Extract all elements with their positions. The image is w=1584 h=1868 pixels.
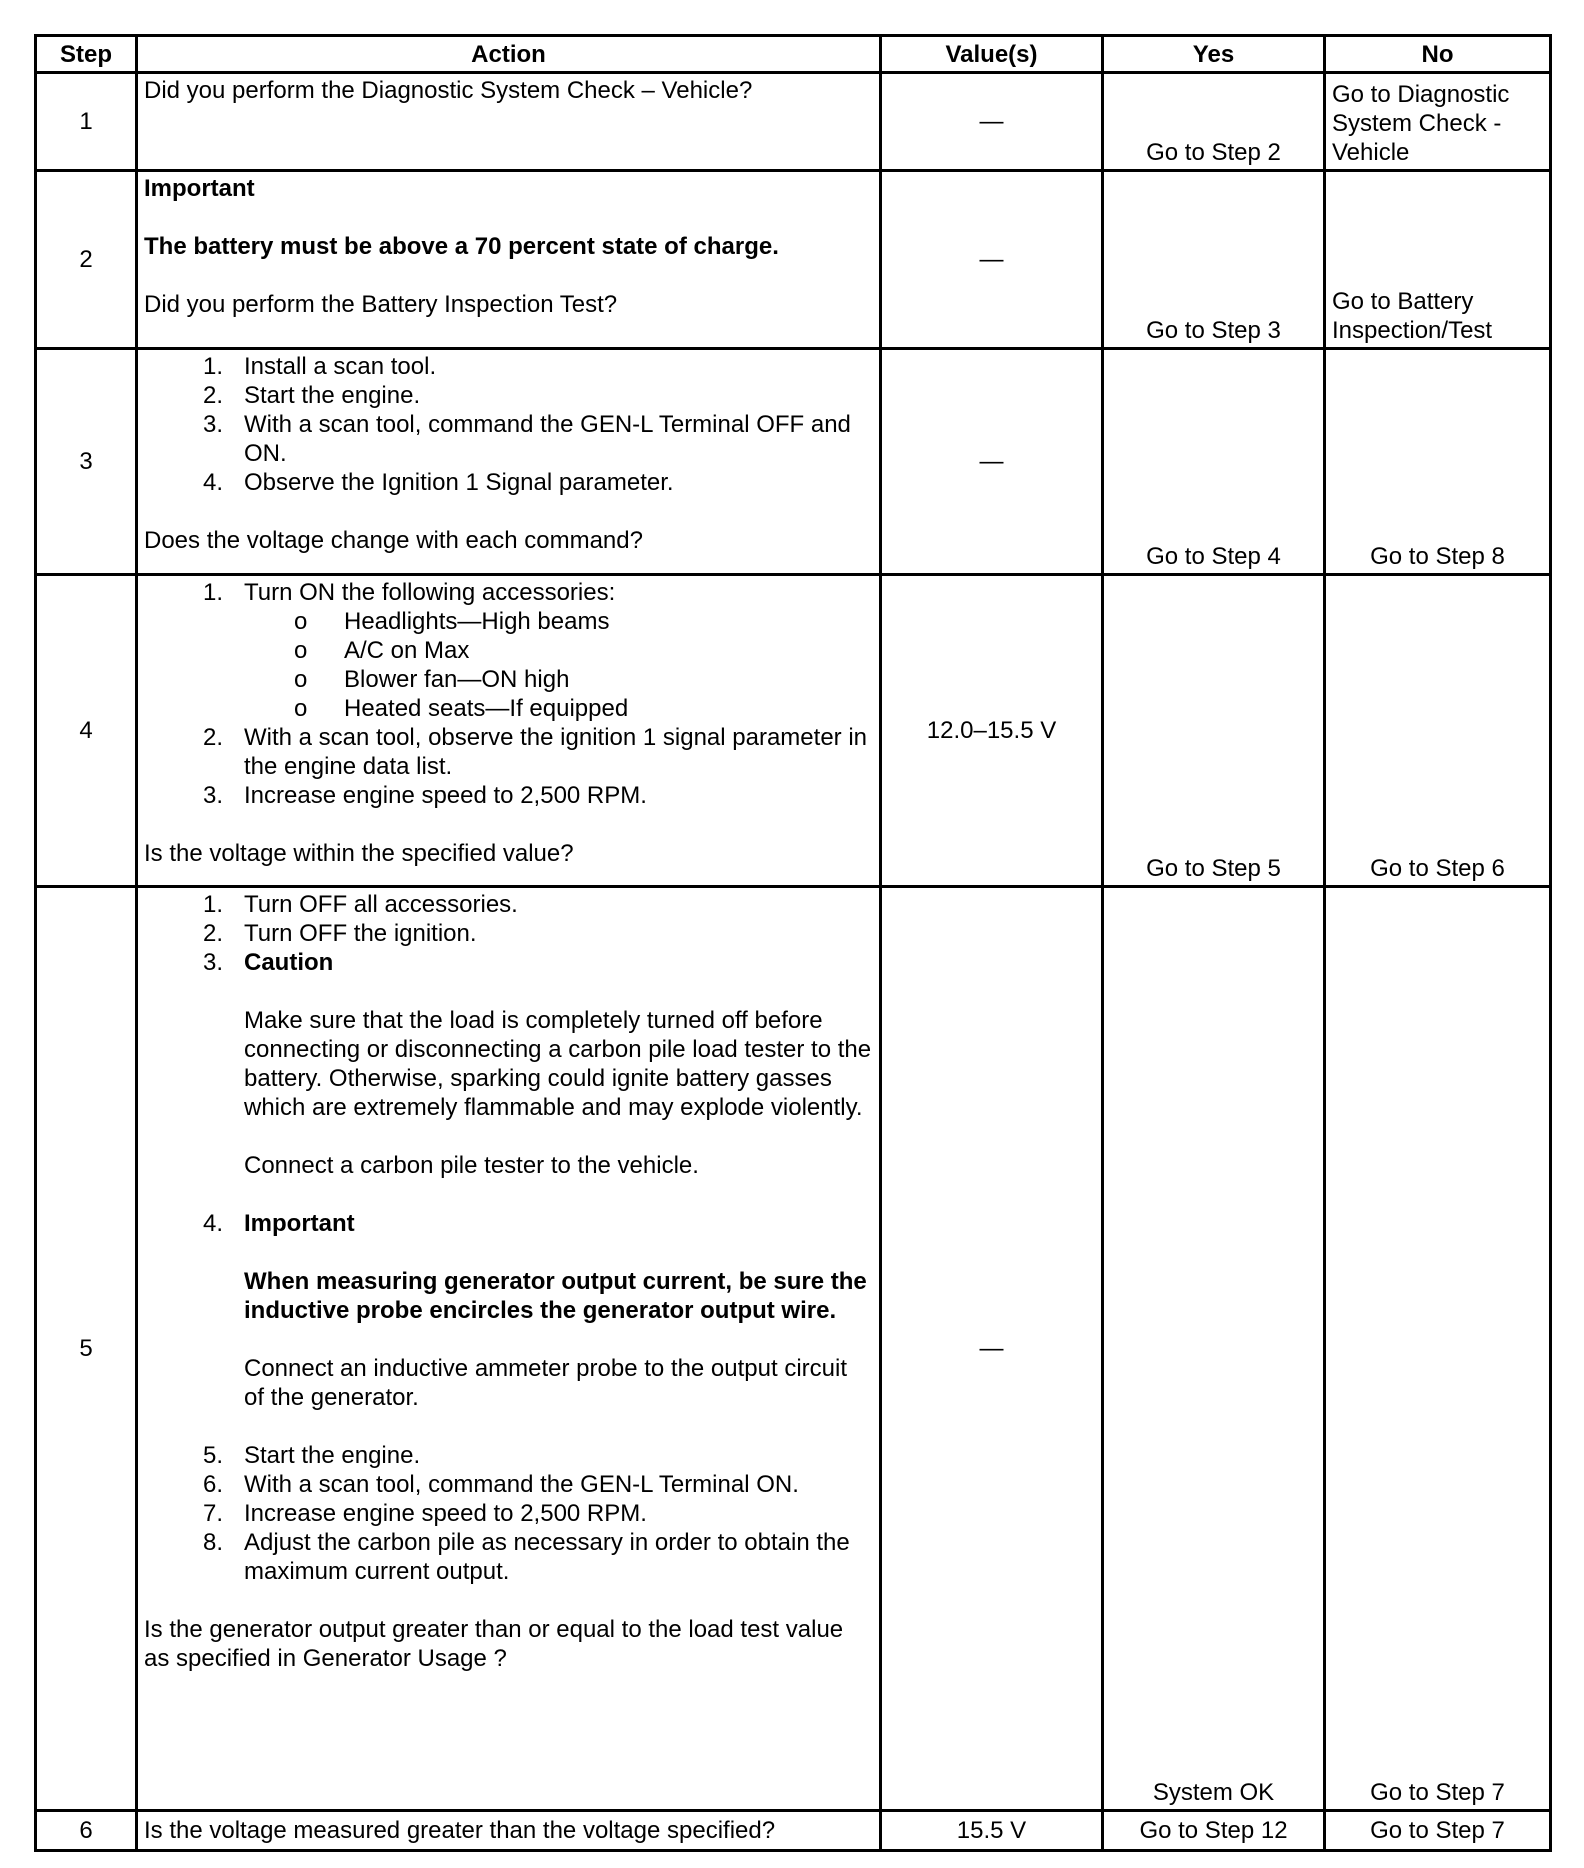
- list-item: 2. Start the engine.: [202, 382, 421, 409]
- list-item: 5. Start the engine.: [202, 1442, 421, 1469]
- step-number: 6: [36, 1811, 137, 1851]
- question-text: Is the voltage measured greater than the voltage specified?: [144, 1817, 776, 1844]
- question-text: Is the generator output greater than or equal to the load test value as specified in Generator Usage ?: [144, 1616, 844, 1672]
- table-row-step-6: [36, 1811, 1551, 1851]
- list-item: 4. Important: [144, 1209, 873, 1238]
- important-label: Important: [244, 1210, 355, 1237]
- list-item: 3. With a scan tool, command the GEN-L Terminal OFF and ON.: [202, 411, 851, 467]
- sub-list-item: o Heated seats—If equipped: [294, 695, 629, 722]
- caution-label: Caution: [244, 949, 334, 976]
- sub-list-item: o A/C on Max: [294, 637, 470, 664]
- important-action: Connect an inductive ammeter probe to the output circuit of the generator.: [244, 1355, 847, 1411]
- header-values: Value(s): [881, 36, 1103, 73]
- table-row-step-4: [36, 575, 1551, 887]
- yes-cell: Go to Step 5: [1103, 575, 1325, 887]
- list-item: 6. With a scan tool, command the GEN-L Terminal ON.: [202, 1471, 799, 1498]
- sub-list-item: o Blower fan—ON high: [294, 666, 570, 693]
- question-text: Did you perform the Diagnostic System Check – Vehicle?: [144, 77, 753, 104]
- action-cell: [137, 349, 881, 575]
- step-number: 4: [36, 575, 137, 887]
- no-cell: Go to Diagnostic System Check - Vehicle: [1325, 73, 1551, 171]
- step-number: 2: [36, 171, 137, 349]
- question-text: Is the voltage within the specified value?: [144, 840, 574, 867]
- yes-cell: System OK: [1103, 887, 1325, 1811]
- value-cell: 12.0–15.5 V: [881, 575, 1103, 887]
- step-number: 5: [36, 887, 137, 1811]
- no-cell: Go to Step 8: [1325, 349, 1551, 575]
- list-item: 1. Turn ON the following accessories:: [202, 579, 616, 606]
- list-item: 4. Observe the Ignition 1 Signal parameter.: [202, 469, 674, 496]
- important-text: When measuring generator output current, be sure the inductive probe encircles the generator output wire.: [244, 1268, 867, 1324]
- important-label: Important: [144, 175, 255, 202]
- caution-action: Connect a carbon pile tester to the vehicle.: [244, 1152, 699, 1179]
- value-cell: —: [881, 887, 1103, 1811]
- list-item: 3. Caution: [144, 948, 873, 977]
- action-cell: [137, 73, 881, 171]
- yes-cell: Go to Step 2: [1103, 73, 1325, 171]
- value-cell: —: [881, 171, 1103, 349]
- bullet-icon: o: [294, 666, 308, 693]
- table-row-step-1: [36, 73, 1551, 171]
- table-row-step-5: [36, 887, 1551, 1811]
- yes-cell: Go to Step 3: [1103, 171, 1325, 349]
- list-item: 2. Turn OFF the ignition.: [202, 920, 477, 947]
- action-cell: [137, 575, 881, 887]
- caution-text: Make sure that the load is completely turned off before connecting or disconnecting a carbon pile load tester to the battery. Otherwise, sparking could ignite battery gasses which are extremely flammable and may explode violently.: [244, 1007, 872, 1121]
- no-cell: Go to Step 7: [1325, 887, 1551, 1811]
- value-cell: —: [881, 349, 1103, 575]
- list-item: 1. Install a scan tool.: [202, 353, 437, 380]
- header-action: Action: [137, 36, 881, 73]
- no-cell: Go to Step 7: [1325, 1811, 1551, 1851]
- action-cell: [137, 171, 881, 349]
- table-row-step-3: [36, 349, 1551, 575]
- no-cell: Go to Battery Inspection/Test: [1325, 171, 1551, 349]
- sub-list-item: o Headlights—High beams: [294, 608, 610, 635]
- step-number: 3: [36, 349, 137, 575]
- question-text: Does the voltage change with each command?: [144, 527, 643, 554]
- no-cell: Go to Step 6: [1325, 575, 1551, 887]
- bullet-icon: o: [294, 695, 308, 722]
- step-number: 1: [36, 73, 137, 171]
- bullet-icon: o: [294, 637, 308, 664]
- diagnostic-table: [34, 34, 1552, 1852]
- list-item: 2. With a scan tool, observe the ignition 1 signal parameter in the engine data list.: [202, 724, 868, 780]
- header-yes: Yes: [1103, 36, 1325, 73]
- header-row: [36, 36, 1551, 73]
- bullet-icon: o: [294, 608, 308, 635]
- header-no: No: [1325, 36, 1551, 73]
- question-text: Did you perform the Battery Inspection Test?: [144, 291, 618, 318]
- value-cell: 15.5 V: [881, 1811, 1103, 1851]
- yes-cell: Go to Step 12: [1103, 1811, 1325, 1851]
- important-text: The battery must be above a 70 percent state of charge.: [144, 233, 779, 260]
- value-cell: —: [881, 73, 1103, 171]
- list-item: 3. Increase engine speed to 2,500 RPM.: [202, 782, 647, 809]
- table-row-step-2: [36, 171, 1551, 349]
- header-step: Step: [36, 36, 137, 73]
- list-item: 8. Adjust the carbon pile as necessary in order to obtain the maximum current output.: [202, 1529, 850, 1585]
- list-item: 1. Turn OFF all accessories.: [202, 891, 518, 918]
- action-cell: [137, 887, 881, 1811]
- action-cell: [137, 1811, 881, 1851]
- list-item: 7. Increase engine speed to 2,500 RPM.: [202, 1500, 647, 1527]
- yes-cell: Go to Step 4: [1103, 349, 1325, 575]
